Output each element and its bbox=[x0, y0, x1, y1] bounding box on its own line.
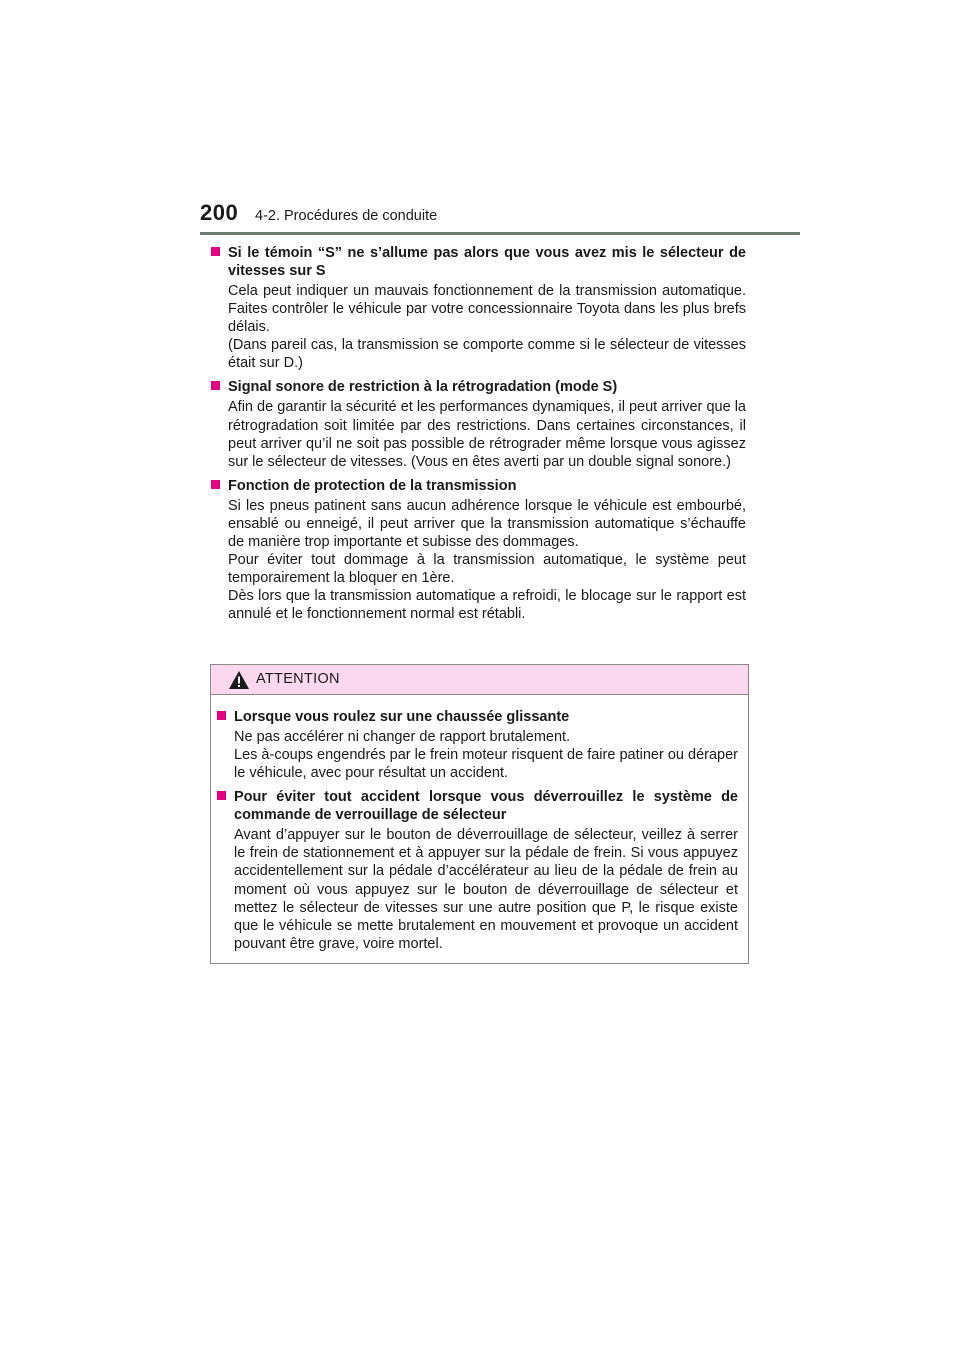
warning-item-chaussee bbox=[217, 708, 738, 782]
warning-triangle-icon bbox=[228, 670, 250, 690]
warning-header bbox=[211, 665, 748, 695]
paragraph: Les à-coups engendrés par le frein moteur risquent de faire patiner ou déraper le véhicule, avec pour résultat un accident. bbox=[234, 747, 738, 782]
paragraph: Si les pneus patinent sans aucun adhérence lorsque le véhicule est embourbé, ensablé ou enneigé, il peut arriver que la transmission automatique s’échauffe de manière trop importante et subisse des dommages. bbox=[228, 497, 746, 551]
warning-body bbox=[211, 695, 748, 953]
warning-item-deverrouillage bbox=[217, 788, 738, 953]
section-heading: Fonction de protection de la transmission bbox=[211, 477, 746, 495]
paragraph: Dès lors que la transmission automatique a refroidi, le blocage sur le rapport est annulé et le fonctionnement normal est rétabli. bbox=[228, 588, 746, 623]
bullet-square-icon bbox=[211, 247, 220, 256]
bullet-square-icon bbox=[217, 711, 226, 720]
paragraph: Pour éviter tout dommage à la transmission automatique, le système peut temporairement la bloquer en 1ère. bbox=[228, 552, 746, 587]
header-divider bbox=[200, 232, 800, 235]
main-content bbox=[211, 244, 746, 630]
section-title: 4-2. Procédures de conduite bbox=[255, 208, 438, 224]
section-temoin-s bbox=[211, 244, 746, 372]
section-heading: Signal sonore de restriction à la rétrogradation (mode S) bbox=[211, 378, 746, 396]
paragraph: Ne pas accélérer ni changer de rapport brutalement. bbox=[234, 729, 571, 745]
bullet-square-icon bbox=[217, 791, 226, 800]
paragraph: Afin de garantir la sécurité et les performances dynamiques, il peut arriver que la rétrogradation soit limitée par des restrictions. Dans certaines circonstances, il peut arriver qu’il ne soit pas possible de rétrograder même lorsque vous agissez sur le sélecteur de vitesses. (Vous en êtes averti par un double signal sonore.) bbox=[228, 399, 746, 470]
paragraph: Cela peut indiquer un mauvais fonctionnement de la transmission automatique. Faites contrôler le véhicule par votre concessionnaire Toyota dans les plus brefs délais. bbox=[228, 283, 746, 336]
warning-item-heading: Lorsque vous roulez sur une chaussée glissante bbox=[217, 708, 738, 726]
paragraph: (Dans pareil cas, la transmission se comporte comme si le sélecteur de vitesses était sur D.) bbox=[228, 337, 746, 372]
bullet-square-icon bbox=[211, 480, 220, 489]
warning-box bbox=[210, 664, 749, 964]
bullet-square-icon bbox=[211, 381, 220, 390]
warning-item-heading: Pour éviter tout accident lorsque vous déverrouillez le système de commande de verrouillage de sélecteur bbox=[217, 788, 738, 824]
warning-label: ATTENTION bbox=[256, 671, 340, 687]
paragraph: Avant d’appuyer sur le bouton de déverrouillage de sélecteur, veillez à serrer le frein de stationnement et à appuyer sur la pédale de frein. Si vous appuyez accidentellement sur la pédale d’accélérateur au lieu de la pédale de frein au moment où vous appuyez sur le bouton de déverrouillage de sélecteur et mettez le sélecteur de vitesses sur une autre position que P, le risque existe que le véhicule se mette brutalement en mouvement et provoque un accident pouvant être grave, voire mortel. bbox=[234, 827, 738, 952]
section-signal-sonore bbox=[211, 378, 746, 470]
section-protection-transmission bbox=[211, 477, 746, 624]
page-number: 200 bbox=[200, 200, 239, 225]
section-heading: Si le témoin “S” ne s’allume pas alors que vous avez mis le sélecteur de vitesses sur S bbox=[211, 244, 746, 280]
